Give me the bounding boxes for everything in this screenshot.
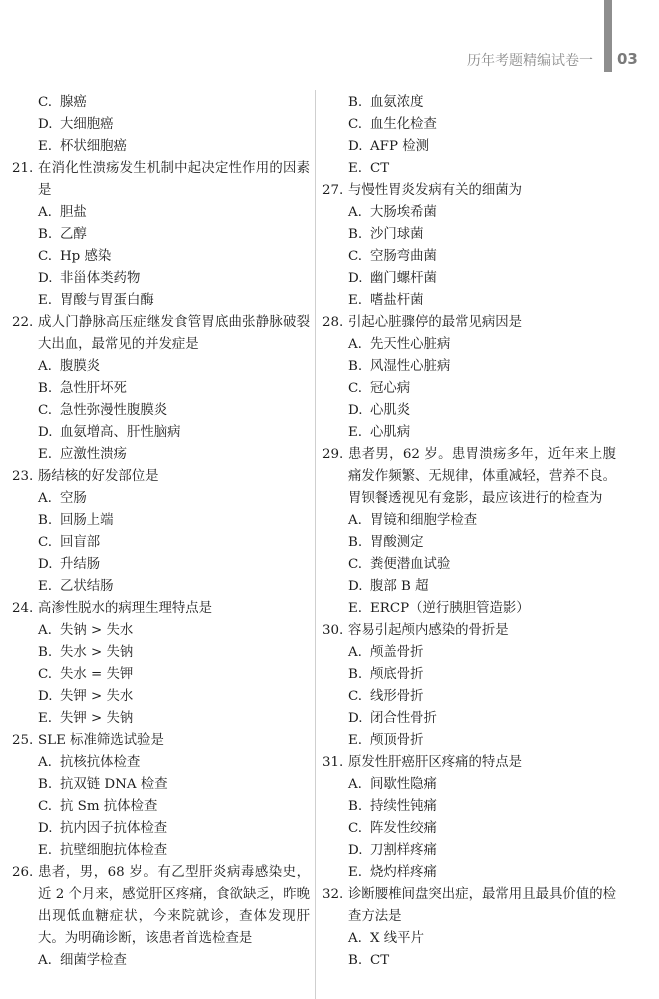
option-text: 烧灼样疼痛 bbox=[370, 865, 437, 880]
option-letter: C. bbox=[348, 689, 363, 704]
question-text: 患者男，62 岁。患胃溃疡多年，近年来上腹痛发作频繁、无规律，体重减轻，营养不良。胃钡餐透视见有龛影，最应该进行的检查为 bbox=[348, 447, 616, 506]
option-letter: B. bbox=[38, 227, 53, 242]
question-text: 肠结核的好发部位是 bbox=[38, 469, 159, 484]
question-number: 24. bbox=[12, 601, 34, 616]
question-stem bbox=[12, 598, 310, 620]
answer-option bbox=[12, 114, 310, 136]
question-number: 22. bbox=[12, 315, 34, 330]
option-letter: E. bbox=[348, 865, 363, 880]
question-stem bbox=[12, 730, 310, 752]
option-text: 胃酸与胃蛋白酶 bbox=[60, 293, 154, 308]
question-block bbox=[12, 158, 310, 312]
option-text: 杯状细胞癌 bbox=[60, 139, 127, 154]
option-letter: D. bbox=[38, 557, 53, 572]
question-text: SLE 标准筛选试验是 bbox=[38, 733, 164, 748]
option-text: CT bbox=[370, 953, 390, 968]
option-text: 升结肠 bbox=[60, 557, 101, 572]
option-letter: A. bbox=[348, 513, 362, 528]
option-text: 乙状结肠 bbox=[60, 579, 114, 594]
option-text: 间歇性隐痛 bbox=[370, 777, 437, 792]
option-letter: C. bbox=[38, 249, 53, 264]
answer-option bbox=[322, 664, 616, 686]
question-stem bbox=[12, 862, 310, 950]
option-letter: E. bbox=[38, 139, 53, 154]
option-letter: A. bbox=[348, 931, 362, 946]
option-letter: A. bbox=[348, 205, 362, 220]
left-column bbox=[12, 92, 310, 972]
option-letter: C. bbox=[38, 667, 53, 682]
answer-option bbox=[322, 202, 616, 224]
option-letter: E. bbox=[38, 293, 53, 308]
option-text: 细菌学检查 bbox=[60, 953, 127, 968]
option-text: 非甾体类药物 bbox=[60, 271, 141, 286]
option-text: 胃酸测定 bbox=[370, 535, 424, 550]
option-letter: A. bbox=[38, 205, 52, 220]
option-letter: A. bbox=[348, 777, 362, 792]
option-text: 失钠 > 失水 bbox=[60, 623, 134, 638]
question-block bbox=[12, 312, 310, 466]
option-letter: E. bbox=[348, 293, 363, 308]
question-number: 26. bbox=[12, 865, 34, 880]
answer-option bbox=[12, 554, 310, 576]
answer-option bbox=[12, 290, 310, 312]
option-letter: E. bbox=[38, 447, 53, 462]
option-text: 腹部 B 超 bbox=[370, 579, 429, 594]
option-letter: B. bbox=[348, 667, 363, 682]
option-letter: B. bbox=[348, 799, 363, 814]
question-number: 28. bbox=[322, 315, 344, 330]
option-letter: D. bbox=[38, 425, 53, 440]
option-text: Hp 感染 bbox=[60, 249, 112, 264]
question-text: 诊断腰椎间盘突出症，最常用且最具价值的检查方法是 bbox=[348, 887, 616, 924]
question-stem bbox=[322, 752, 616, 774]
answer-option bbox=[322, 158, 616, 180]
option-letter: D. bbox=[348, 711, 363, 726]
answer-option bbox=[322, 708, 616, 730]
option-letter: A. bbox=[38, 359, 52, 374]
question-number: 32. bbox=[322, 887, 344, 902]
question-stem bbox=[12, 312, 310, 356]
option-letter: C. bbox=[38, 535, 53, 550]
option-text: 嗜盐杆菌 bbox=[370, 293, 424, 308]
answer-option bbox=[322, 730, 616, 752]
option-letter: B. bbox=[348, 95, 363, 110]
answer-option bbox=[322, 136, 616, 158]
option-text: 颅底骨折 bbox=[370, 667, 424, 682]
question-stem bbox=[322, 444, 616, 510]
option-text: 胆盐 bbox=[60, 205, 87, 220]
answer-option bbox=[322, 92, 616, 114]
question-block bbox=[12, 730, 310, 862]
option-text: 失钾 > 失水 bbox=[60, 689, 134, 704]
option-letter: C. bbox=[38, 95, 53, 110]
question-stem bbox=[322, 312, 616, 334]
answer-option bbox=[322, 598, 616, 620]
option-text: 粪便潜血试验 bbox=[370, 557, 451, 572]
question-text: 在消化性溃疡发生机制中起决定性作用的因素是 bbox=[38, 161, 310, 198]
question-stem bbox=[322, 180, 616, 202]
option-letter: B. bbox=[38, 513, 53, 528]
option-text: 持续性钝痛 bbox=[370, 799, 437, 814]
option-text: 线形骨折 bbox=[370, 689, 424, 704]
option-text: 急性弥漫性腹膜炎 bbox=[60, 403, 168, 418]
option-text: 回盲部 bbox=[60, 535, 101, 550]
column-divider bbox=[315, 90, 316, 999]
option-letter: D. bbox=[348, 139, 363, 154]
option-text: ERCP（逆行胰胆管造影） bbox=[370, 601, 530, 616]
running-title: 历年考题精编试卷一 bbox=[467, 53, 593, 69]
answer-option bbox=[322, 774, 616, 796]
answer-option bbox=[322, 840, 616, 862]
option-letter: D. bbox=[348, 403, 363, 418]
answer-option bbox=[12, 774, 310, 796]
option-text: 抗 Sm 抗体检查 bbox=[60, 799, 158, 814]
option-text: 闭合性骨折 bbox=[370, 711, 437, 726]
question-block bbox=[322, 180, 616, 312]
question-text: 原发性肝癌肝区疼痛的特点是 bbox=[348, 755, 523, 770]
option-letter: D. bbox=[38, 821, 53, 836]
option-letter: B. bbox=[348, 227, 363, 242]
answer-option bbox=[322, 378, 616, 400]
answer-option bbox=[12, 664, 310, 686]
answer-option bbox=[12, 400, 310, 422]
option-letter: E. bbox=[348, 733, 363, 748]
option-letter: E. bbox=[348, 601, 363, 616]
answer-option bbox=[12, 532, 310, 554]
answer-option bbox=[12, 752, 310, 774]
option-text: 胃镜和细胞学检查 bbox=[370, 513, 478, 528]
answer-option bbox=[12, 642, 310, 664]
question-text: 高渗性脱水的病理生理特点是 bbox=[38, 601, 213, 616]
answer-option bbox=[322, 950, 616, 972]
option-text: 刀割样疼痛 bbox=[370, 843, 437, 858]
option-text: 回肠上端 bbox=[60, 513, 114, 528]
option-letter: D. bbox=[348, 579, 363, 594]
question-number: 21. bbox=[12, 161, 34, 176]
option-letter: C. bbox=[348, 381, 363, 396]
header-accent-bar bbox=[604, 0, 612, 72]
question-stem bbox=[322, 620, 616, 642]
option-text: 幽门螺杆菌 bbox=[370, 271, 437, 286]
option-text: AFP 检测 bbox=[370, 139, 430, 154]
answer-option bbox=[322, 422, 616, 444]
option-letter: C. bbox=[38, 403, 53, 418]
option-text: 大细胞癌 bbox=[60, 117, 114, 132]
question-text: 成人门静脉高压症继发食管胃底曲张静脉破裂大出血，最常见的并发症是 bbox=[38, 315, 310, 352]
page-number: 03 bbox=[617, 50, 638, 68]
answer-option bbox=[12, 510, 310, 532]
answer-option bbox=[12, 202, 310, 224]
answer-option bbox=[12, 422, 310, 444]
answer-option bbox=[322, 224, 616, 246]
option-letter: E. bbox=[348, 425, 363, 440]
option-text: 失水 > 失钠 bbox=[60, 645, 134, 660]
option-letter: B. bbox=[38, 381, 53, 396]
answer-option bbox=[12, 796, 310, 818]
question-block bbox=[322, 884, 616, 972]
answer-option bbox=[322, 818, 616, 840]
option-letter: C. bbox=[348, 249, 363, 264]
question-text: 容易引起颅内感染的骨折是 bbox=[348, 623, 509, 638]
option-letter: E. bbox=[38, 711, 53, 726]
option-text: 抗核抗体检查 bbox=[60, 755, 141, 770]
option-letter: A. bbox=[38, 953, 52, 968]
option-letter: D. bbox=[348, 271, 363, 286]
option-text: 失水 = 失钾 bbox=[60, 667, 134, 682]
option-text: 先天性心脏病 bbox=[370, 337, 451, 352]
answer-option bbox=[12, 246, 310, 268]
question-number: 25. bbox=[12, 733, 34, 748]
option-text: 风湿性心脏病 bbox=[370, 359, 451, 374]
question-block bbox=[12, 598, 310, 730]
option-text: 空肠 bbox=[60, 491, 87, 506]
option-letter: E. bbox=[38, 579, 53, 594]
option-letter: B. bbox=[38, 645, 53, 660]
option-letter: D. bbox=[348, 843, 363, 858]
option-letter: A. bbox=[38, 623, 52, 638]
option-letter: B. bbox=[348, 535, 363, 550]
option-text: 乙醇 bbox=[60, 227, 87, 242]
question-text: 引起心脏骤停的最常见病因是 bbox=[348, 315, 523, 330]
right-column bbox=[322, 92, 616, 972]
option-letter: E. bbox=[348, 161, 363, 176]
option-letter: B. bbox=[348, 953, 363, 968]
answer-option bbox=[322, 114, 616, 136]
answer-option bbox=[322, 642, 616, 664]
answer-option bbox=[322, 532, 616, 554]
option-letter: A. bbox=[348, 645, 362, 660]
option-letter: B. bbox=[348, 359, 363, 374]
option-text: 应激性溃疡 bbox=[60, 447, 127, 462]
answer-option bbox=[12, 356, 310, 378]
option-text: 心肌炎 bbox=[370, 403, 411, 418]
option-letter: C. bbox=[348, 557, 363, 572]
answer-option bbox=[322, 334, 616, 356]
question-number: 27. bbox=[322, 183, 344, 198]
answer-option bbox=[322, 356, 616, 378]
answer-option bbox=[12, 950, 310, 972]
option-letter: A. bbox=[38, 755, 52, 770]
answer-option bbox=[12, 378, 310, 400]
option-text: 冠心病 bbox=[370, 381, 411, 396]
option-text: 颅顶骨折 bbox=[370, 733, 424, 748]
question-number: 31. bbox=[322, 755, 344, 770]
answer-option bbox=[322, 686, 616, 708]
answer-option bbox=[12, 840, 310, 862]
option-letter: B. bbox=[38, 777, 53, 792]
option-text: 抗双链 DNA 检查 bbox=[60, 777, 168, 792]
option-letter: A. bbox=[348, 337, 362, 352]
option-text: 抗内因子抗体检查 bbox=[60, 821, 168, 836]
option-text: 抗壁细胞抗体检查 bbox=[60, 843, 168, 858]
answer-option bbox=[12, 488, 310, 510]
option-text: 急性肝坏死 bbox=[60, 381, 127, 396]
option-letter: D. bbox=[38, 117, 53, 132]
question-number: 23. bbox=[12, 469, 34, 484]
answer-option bbox=[12, 136, 310, 158]
option-text: 空肠弯曲菌 bbox=[370, 249, 437, 264]
option-letter: C. bbox=[38, 799, 53, 814]
answer-option bbox=[322, 246, 616, 268]
answer-option bbox=[12, 708, 310, 730]
question-block bbox=[12, 862, 310, 972]
answer-option bbox=[12, 686, 310, 708]
answer-option bbox=[12, 818, 310, 840]
option-text: CT bbox=[370, 161, 390, 176]
question-block bbox=[322, 620, 616, 752]
option-letter: C. bbox=[348, 117, 363, 132]
answer-option bbox=[12, 92, 310, 114]
option-text: 血氨增高、肝性脑病 bbox=[60, 425, 181, 440]
answer-option bbox=[12, 576, 310, 598]
question-stem bbox=[12, 466, 310, 488]
question-block bbox=[12, 92, 310, 158]
option-letter: C. bbox=[348, 821, 363, 836]
option-text: 腺癌 bbox=[60, 95, 87, 110]
answer-option bbox=[322, 510, 616, 532]
question-text: 患者，男，68 岁。有乙型肝炎病毒感染史，近 2 个月来，感觉肝区疼痛，食欲缺乏，昨晚出现低血糖症状，今来院就诊，查体发现肝大。为明确诊断，该患者首选检查是 bbox=[38, 865, 310, 946]
option-text: X 线平片 bbox=[370, 931, 424, 946]
option-text: 沙门球菌 bbox=[370, 227, 424, 242]
answer-option bbox=[322, 268, 616, 290]
question-number: 30. bbox=[322, 623, 344, 638]
option-text: 腹膜炎 bbox=[60, 359, 101, 374]
option-text: 颅盖骨折 bbox=[370, 645, 424, 660]
option-text: 失钾 > 失钠 bbox=[60, 711, 134, 726]
answer-option bbox=[12, 444, 310, 466]
option-letter: D. bbox=[38, 689, 53, 704]
question-block bbox=[12, 466, 310, 598]
option-text: 心肌病 bbox=[370, 425, 411, 440]
question-block bbox=[322, 752, 616, 884]
option-text: 大肠埃希菌 bbox=[370, 205, 437, 220]
answer-option bbox=[12, 224, 310, 246]
question-stem bbox=[12, 158, 310, 202]
answer-option bbox=[322, 576, 616, 598]
question-text: 与慢性胃炎发病有关的细菌为 bbox=[348, 183, 523, 198]
option-letter: E. bbox=[38, 843, 53, 858]
option-letter: D. bbox=[38, 271, 53, 286]
answer-option bbox=[322, 796, 616, 818]
answer-option bbox=[322, 862, 616, 884]
question-block bbox=[322, 312, 616, 444]
question-block bbox=[322, 92, 616, 180]
option-letter: A. bbox=[38, 491, 52, 506]
answer-option bbox=[322, 400, 616, 422]
option-text: 血氨浓度 bbox=[370, 95, 424, 110]
question-block bbox=[322, 444, 616, 620]
answer-option bbox=[322, 554, 616, 576]
question-number: 29. bbox=[322, 447, 344, 462]
answer-option bbox=[322, 928, 616, 950]
answer-option bbox=[322, 290, 616, 312]
answer-option bbox=[12, 620, 310, 642]
option-text: 血生化检查 bbox=[370, 117, 437, 132]
answer-option bbox=[12, 268, 310, 290]
option-text: 阵发性绞痛 bbox=[370, 821, 437, 836]
question-stem bbox=[322, 884, 616, 928]
